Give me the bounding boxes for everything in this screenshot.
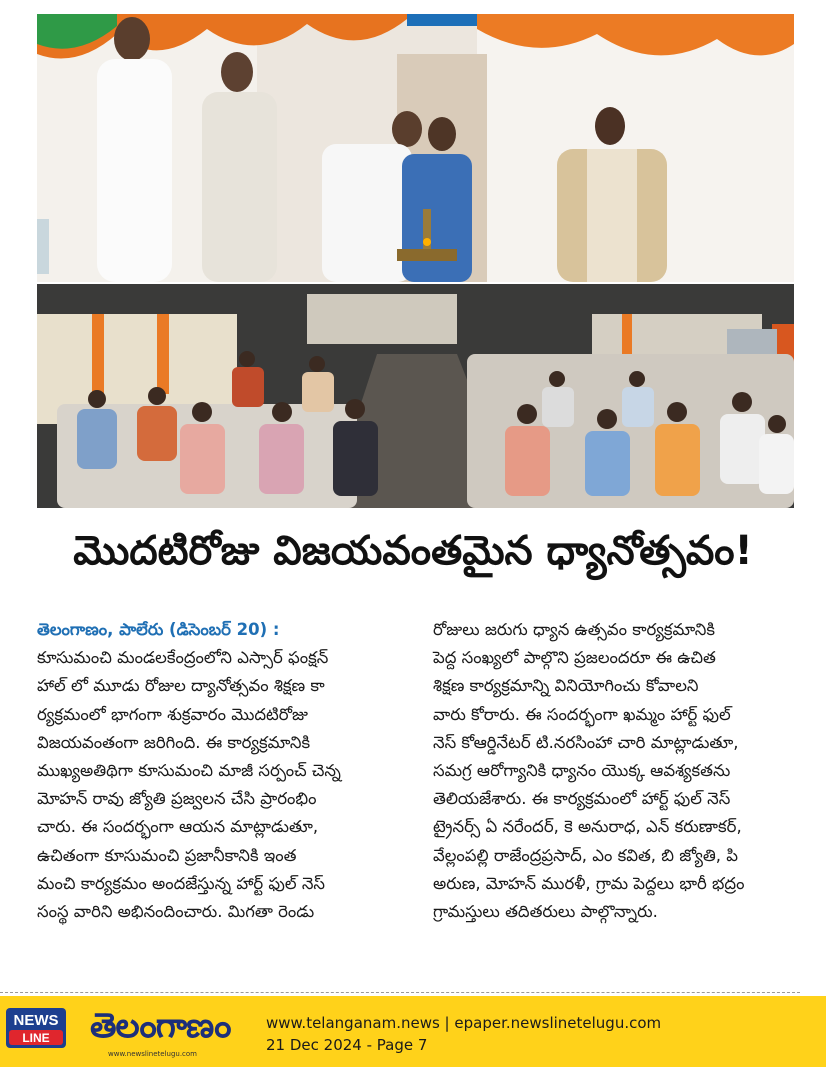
article-line: సమగ్ర ఆరోగ్యానికి ధ్యానం యొక్క ఆవశ్యకతను (433, 761, 731, 781)
headline: మొదటిరోజు విజయవంతమైన ధ్యానోత్సవం! (73, 528, 753, 574)
article-line: మంచి కార్యక్రమం అందజేస్తున్న హార్ట్ ఫుల్ నెస్ (37, 873, 325, 893)
article-line: అరుణ, మోహన్ మురళీ, గ్రామ పెద్దలు భారీ భద్రం (433, 873, 745, 893)
article-line: సంస్థ వారిని అభినందించారు. మిగతా రెండు (37, 902, 315, 922)
dateline: తెలంగాణం, పాలేరు (డిసెంబర్ 20) : (37, 620, 280, 639)
article-line: చారు. ఈ సందర్భంగా ఆయన మాట్లాడుతూ, (37, 817, 319, 837)
photo-audience-illustration (37, 284, 794, 508)
article-line: గ్రామస్తులు తదితరులు పాల్గొన్నారు. (433, 902, 658, 922)
article-line: ముఖ్యఅతిథిగా కూసుమంచి మాజీ సర్పంచ్ చెన్న (37, 761, 341, 781)
article-line: తెలియజేశారు. ఈ కార్యక్రమంలో హార్ట్ ఫుల్ నెస్ (433, 789, 731, 809)
article-line: వారు కోరారు. ఈ సందర్భంగా ఖమ్మం హార్ట్ ఫుల్ (433, 704, 731, 724)
article-line: శిక్షణ కార్యక్రమాన్ని వినియోగించు కోవాలని (433, 676, 699, 696)
photo-lamp-lighting (37, 14, 794, 282)
article-column-right (433, 616, 793, 926)
article-line: విజయవంతంగా జరిగింది. ఈ కార్యక్రమానికి (37, 732, 311, 752)
newsline-logo (6, 1008, 66, 1048)
newsline-logo-mark (6, 1008, 66, 1048)
logo-bottom-text: LINE (22, 1031, 50, 1045)
footer-date-page: 21 Dec 2024 - Page 7 (266, 1036, 428, 1054)
brand-logo: తెలంగాణం (90, 1006, 231, 1046)
article-line: కూసుమంచి మండలకేంద్రంలోని ఎస్సార్ ఫంక్షన్ (37, 648, 329, 668)
article-line: మోహన్ రావు జ్యోతి ప్రజ్వలన చేసి ప్రారంభిం (37, 789, 317, 809)
article-line: నెస్ కోఆర్డినేటర్ టి.నరసింహా చారి మాట్లాడుతూ, (433, 732, 739, 752)
footer-links[interactable]: www.telanganam.news | epaper.newslinetelugu.com (266, 1014, 662, 1032)
article-line: ర్యక్రమంలో భాగంగా శుక్రవారం మొదటిరోజు (37, 704, 308, 724)
divider (0, 992, 800, 993)
article-column-left (37, 616, 397, 926)
article-line: ట్రైనర్స్ ఏ నరేందర్, కె అనురాధ, ఎన్ కరుణాకర్, (433, 817, 742, 837)
article-line: హాల్ లో మూడు రోజుల ద్యానోత్సవం శిక్షణ కా (37, 676, 325, 696)
brand-url: www.newslinetelugu.com (108, 1050, 197, 1058)
photo-audience (37, 284, 794, 508)
photo-lamp-lighting-illustration (37, 14, 794, 282)
article-line: ఉచితంగా కూసుమంచి ప్రజానీకానికి ఇంత (37, 845, 297, 865)
article-line: పెద్ద సంఖ్యలో పాల్గొని ప్రజలందరూ ఈ ఉచిత (433, 648, 716, 668)
logo-top-text: NEWS (13, 1012, 59, 1029)
article-line: వేల్లంపల్లి రాజేంద్రప్రసాద్, ఎం కవిత, బి జ్యోతి, పి (433, 845, 739, 865)
article-line: రోజులు జరుగు ధ్యాన ఉత్సవం కార్యక్రమానికి (433, 620, 715, 639)
